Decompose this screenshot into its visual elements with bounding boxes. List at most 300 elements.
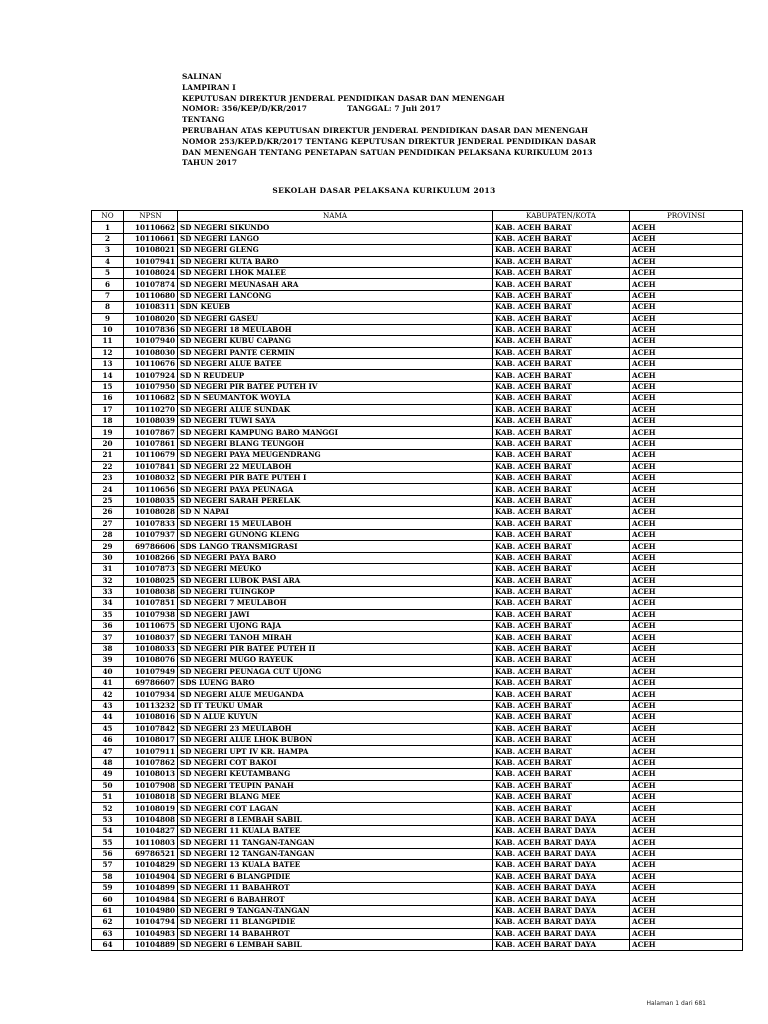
cell-kabupaten: KAB. ACEH BARAT DAYA [493,860,630,871]
cell-provinsi: ACEH [630,313,743,324]
cell-nama: SD NEGERI 8 LEMBAH SABIL [178,814,493,825]
header-line: TAHUN 2017 [182,158,238,168]
cell-no: 63 [92,928,124,939]
cell-nama: SD NEGERI KUBU CAPANG [178,336,493,347]
cell-provinsi: ACEH [630,860,743,871]
table-row [92,871,743,882]
cell-npsn: 10108266 [124,552,178,563]
cell-kabupaten: KAB. ACEH BARAT [493,529,630,540]
cell-nama: SD NEGERI PIR BATEE PUTEH IV [178,381,493,392]
table-row [92,678,743,689]
cell-nama: SD NEGERI 22 MEULABOH [178,461,493,472]
cell-no: 38 [92,643,124,654]
cell-nama: SD NEGERI GLENG [178,245,493,256]
cell-kabupaten: KAB. ACEH BARAT [493,233,630,244]
table-row [92,450,743,461]
cell-no: 53 [92,814,124,825]
table-row [92,279,743,290]
table-row [92,837,743,848]
cell-provinsi: ACEH [630,928,743,939]
table-row [92,621,743,632]
cell-provinsi: ACEH [630,643,743,654]
cell-npsn: 10104904 [124,871,178,882]
table-row [92,267,743,278]
cell-no: 20 [92,438,124,449]
cell-provinsi: ACEH [630,472,743,483]
column-header-no: NO [92,211,124,222]
cell-npsn: 10110803 [124,837,178,848]
cell-no: 23 [92,472,124,483]
cell-nama: SD NEGERI PANTE CERMIN [178,347,493,358]
table-row [92,780,743,791]
cell-npsn: 10108076 [124,655,178,666]
cell-nama: SD N ALUE KUYUN [178,712,493,723]
cell-no: 32 [92,575,124,586]
header-line: TENTANG [182,115,225,125]
cell-npsn: 10107924 [124,370,178,381]
cell-npsn: 10107851 [124,598,178,609]
cell-kabupaten: KAB. ACEH BARAT [493,700,630,711]
cell-provinsi: ACEH [630,894,743,905]
cell-provinsi: ACEH [630,757,743,768]
cell-provinsi: ACEH [630,529,743,540]
cell-provinsi: ACEH [630,712,743,723]
table-row [92,609,743,620]
cell-kabupaten: KAB. ACEH BARAT [493,734,630,745]
table-row [92,666,743,677]
cell-kabupaten: KAB. ACEH BARAT DAYA [493,940,630,951]
cell-nama: SD NEGERI GUNONG KLENG [178,529,493,540]
cell-npsn: 10107941 [124,256,178,267]
cell-kabupaten: KAB. ACEH BARAT [493,347,630,358]
cell-kabupaten: KAB. ACEH BARAT [493,507,630,518]
cell-kabupaten: KAB. ACEH BARAT [493,472,630,483]
cell-no: 54 [92,826,124,837]
cell-nama: SD NEGERI PAYA MEUGENDRANG [178,450,493,461]
cell-provinsi: ACEH [630,564,743,575]
cell-nama: SD NEGERI LANCONG [178,290,493,301]
cell-npsn: 10108025 [124,575,178,586]
cell-nama: SD NEGERI TUWI SAYA [178,416,493,427]
cell-kabupaten: KAB. ACEH BARAT [493,746,630,757]
cell-kabupaten: KAB. ACEH BARAT [493,381,630,392]
cell-provinsi: ACEH [630,552,743,563]
cell-provinsi: ACEH [630,609,743,620]
cell-npsn: 10108030 [124,347,178,358]
table-row [92,689,743,700]
header-line: NOMOR 253/KEP.D/KR/2017 TENTANG KEPUTUSAN DIREKTUR JENDERAL PENDIDIKAN DASAR [182,136,597,146]
table-row [92,381,743,392]
cell-npsn: 10104827 [124,826,178,837]
page-number: Halaman 1 dari 681 [646,1000,706,1007]
cell-nama: SD NEGERI MUGO RAYEUK [178,655,493,666]
table-row [92,507,743,518]
cell-npsn: 69786606 [124,541,178,552]
cell-kabupaten: KAB. ACEH BARAT [493,712,630,723]
cell-no: 44 [92,712,124,723]
cell-nama: SD NEGERI MEUNASAH ARA [178,279,493,290]
table-row [92,769,743,780]
cell-no: 46 [92,734,124,745]
cell-kabupaten: KAB. ACEH BARAT [493,427,630,438]
cell-no: 7 [92,290,124,301]
cell-kabupaten: KAB. ACEH BARAT DAYA [493,826,630,837]
cell-kabupaten: KAB. ACEH BARAT [493,359,630,370]
cell-kabupaten: KAB. ACEH BARAT [493,632,630,643]
cell-provinsi: ACEH [630,438,743,449]
cell-no: 6 [92,279,124,290]
cell-nama: SDN KEUEB [178,302,493,313]
cell-npsn: 10110662 [124,222,178,233]
cell-kabupaten: KAB. ACEH BARAT [493,769,630,780]
cell-nama: SD NEGERI LUBOK PASI ARA [178,575,493,586]
cell-provinsi: ACEH [630,347,743,358]
cell-kabupaten: KAB. ACEH BARAT [493,450,630,461]
cell-nama: SD NEGERI KUTA BARO [178,256,493,267]
cell-kabupaten: KAB. ACEH BARAT [493,324,630,335]
cell-no: 40 [92,666,124,677]
cell-no: 52 [92,803,124,814]
cell-kabupaten: KAB. ACEH BARAT DAYA [493,894,630,905]
cell-kabupaten: KAB. ACEH BARAT DAYA [493,848,630,859]
cell-kabupaten: KAB. ACEH BARAT DAYA [493,917,630,928]
cell-no: 5 [92,267,124,278]
table-row [92,826,743,837]
cell-npsn: 10108020 [124,313,178,324]
cell-no: 33 [92,586,124,597]
header-tanggal: TANGGAL: 7 Juli 2017 [347,104,441,114]
cell-no: 27 [92,518,124,529]
table-row [92,324,743,335]
cell-kabupaten: KAB. ACEH BARAT [493,564,630,575]
cell-no: 48 [92,757,124,768]
cell-no: 39 [92,655,124,666]
cell-kabupaten: KAB. ACEH BARAT DAYA [493,883,630,894]
cell-npsn: 10108311 [124,302,178,313]
cell-kabupaten: KAB. ACEH BARAT [493,267,630,278]
cell-nama: SD NEGERI PIR BATEE PUTEH II [178,643,493,654]
cell-no: 12 [92,347,124,358]
cell-nama: SD N SEUMANTOK WOYLA [178,393,493,404]
cell-npsn: 10107949 [124,666,178,677]
cell-kabupaten: KAB. ACEH BARAT [493,404,630,415]
cell-npsn: 10107861 [124,438,178,449]
table-row [92,632,743,643]
cell-npsn: 10108019 [124,803,178,814]
table-row [92,757,743,768]
cell-no: 16 [92,393,124,404]
cell-provinsi: ACEH [630,723,743,734]
cell-no: 49 [92,769,124,780]
header-line: SALINAN [182,72,222,81]
cell-no: 57 [92,860,124,871]
cell-provinsi: ACEH [630,290,743,301]
cell-kabupaten: KAB. ACEH BARAT DAYA [493,905,630,916]
cell-kabupaten: KAB. ACEH BARAT [493,689,630,700]
cell-provinsi: ACEH [630,359,743,370]
cell-nama: SD NEGERI SARAH PERELAK [178,495,493,506]
cell-nama: SDS LUENG BARO [178,678,493,689]
cell-kabupaten: KAB. ACEH BARAT [493,757,630,768]
cell-provinsi: ACEH [630,734,743,745]
document-header [182,72,622,169]
cell-kabupaten: KAB. ACEH BARAT [493,541,630,552]
cell-npsn: 10108038 [124,586,178,597]
table-row [92,575,743,586]
cell-provinsi: ACEH [630,837,743,848]
cell-provinsi: ACEH [630,814,743,825]
table-row [92,905,743,916]
cell-no: 36 [92,621,124,632]
cell-provinsi: ACEH [630,495,743,506]
cell-no: 30 [92,552,124,563]
cell-npsn: 10108028 [124,507,178,518]
table-row [92,552,743,563]
table-row [92,461,743,472]
cell-nama: SD NEGERI 11 BLANGPIDIE [178,917,493,928]
cell-npsn: 10104980 [124,905,178,916]
header-nomor: NOMOR: 356/KEP/D/KR/2017 [182,104,308,114]
cell-provinsi: ACEH [630,700,743,711]
cell-provinsi: ACEH [630,381,743,392]
cell-no: 8 [92,302,124,313]
cell-no: 13 [92,359,124,370]
cell-no: 15 [92,381,124,392]
table-row [92,883,743,894]
cell-kabupaten: KAB. ACEH BARAT [493,416,630,427]
table-row [92,712,743,723]
table-row [92,484,743,495]
cell-no: 41 [92,678,124,689]
cell-npsn: 10108037 [124,632,178,643]
cell-no: 3 [92,245,124,256]
table-row [92,928,743,939]
table-row [92,643,743,654]
table-row [92,370,743,381]
cell-provinsi: ACEH [630,302,743,313]
cell-kabupaten: KAB. ACEH BARAT [493,621,630,632]
table-row [92,302,743,313]
cell-nama: SD NEGERI SIKUNDO [178,222,493,233]
cell-nama: SD NEGERI PAYA PEUNAGA [178,484,493,495]
cell-kabupaten: KAB. ACEH BARAT [493,313,630,324]
cell-provinsi: ACEH [630,245,743,256]
cell-kabupaten: KAB. ACEH BARAT [493,438,630,449]
cell-nama: SD NEGERI BLANG TEUNGOH [178,438,493,449]
cell-npsn: 10108016 [124,712,178,723]
cell-provinsi: ACEH [630,233,743,244]
cell-nama: SD NEGERI PEUNAGA CUT UJONG [178,666,493,677]
cell-no: 31 [92,564,124,575]
cell-kabupaten: KAB. ACEH BARAT DAYA [493,928,630,939]
cell-kabupaten: KAB. ACEH BARAT [493,279,630,290]
cell-no: 11 [92,336,124,347]
table-row [92,917,743,928]
cell-provinsi: ACEH [630,621,743,632]
table-body [92,222,743,951]
cell-provinsi: ACEH [630,632,743,643]
cell-kabupaten: KAB. ACEH BARAT [493,552,630,563]
cell-nama: SD NEGERI 9 TANGAN-TANGAN [178,905,493,916]
cell-npsn: 10104808 [124,814,178,825]
cell-provinsi: ACEH [630,256,743,267]
cell-provinsi: ACEH [630,427,743,438]
cell-no: 14 [92,370,124,381]
table-row [92,848,743,859]
cell-nama: SD NEGERI PAYA BARO [178,552,493,563]
cell-kabupaten: KAB. ACEH BARAT [493,586,630,597]
cell-kabupaten: KAB. ACEH BARAT [493,723,630,734]
cell-npsn: 10107867 [124,427,178,438]
table-row [92,336,743,347]
cell-provinsi: ACEH [630,336,743,347]
cell-npsn: 10104983 [124,928,178,939]
cell-npsn: 10107938 [124,609,178,620]
cell-no: 35 [92,609,124,620]
cell-no: 26 [92,507,124,518]
table-row [92,518,743,529]
cell-no: 42 [92,689,124,700]
cell-nama: SD NEGERI ALUE MEUGANDA [178,689,493,700]
cell-no: 56 [92,848,124,859]
cell-no: 43 [92,700,124,711]
table-row [92,256,743,267]
cell-npsn: 10107940 [124,336,178,347]
cell-no: 19 [92,427,124,438]
cell-nama: SD NEGERI TUINGKOP [178,586,493,597]
table-row [92,393,743,404]
cell-kabupaten: KAB. ACEH BARAT [493,575,630,586]
cell-npsn: 10107908 [124,780,178,791]
cell-provinsi: ACEH [630,917,743,928]
school-table [91,210,743,951]
cell-no: 2 [92,233,124,244]
cell-npsn: 10110661 [124,233,178,244]
cell-no: 61 [92,905,124,916]
table-row [92,860,743,871]
cell-provinsi: ACEH [630,222,743,233]
cell-npsn: 10110656 [124,484,178,495]
cell-no: 58 [92,871,124,882]
cell-no: 64 [92,940,124,951]
cell-nama: SD N NAPAI [178,507,493,518]
cell-provinsi: ACEH [630,370,743,381]
cell-nama: SD NEGERI 15 MEULABOH [178,518,493,529]
cell-provinsi: ACEH [630,848,743,859]
cell-npsn: 10107833 [124,518,178,529]
cell-no: 24 [92,484,124,495]
cell-npsn: 10104984 [124,894,178,905]
cell-provinsi: ACEH [630,689,743,700]
table-row [92,290,743,301]
cell-npsn: 10107874 [124,279,178,290]
cell-npsn: 10108032 [124,472,178,483]
cell-npsn: 10108033 [124,643,178,654]
header-line: PERUBAHAN ATAS KEPUTUSAN DIREKTUR JENDERAL PENDIDIKAN DASAR DAN MENENGAH [182,125,589,135]
cell-npsn: 10108039 [124,416,178,427]
header-nomor-line [182,104,622,115]
cell-nama: SD NEGERI TEUPIN PANAH [178,780,493,791]
cell-nama: SD NEGERI 6 BABAHROT [178,894,493,905]
cell-no: 45 [92,723,124,734]
cell-npsn: 10110676 [124,359,178,370]
cell-no: 10 [92,324,124,335]
cell-provinsi: ACEH [630,507,743,518]
cell-kabupaten: KAB. ACEH BARAT [493,666,630,677]
table-header-row [92,211,743,222]
cell-npsn: 10107873 [124,564,178,575]
cell-nama: SD NEGERI ALUE BATEE [178,359,493,370]
cell-nama: SD N REUDEUP [178,370,493,381]
cell-kabupaten: KAB. ACEH BARAT [493,518,630,529]
table-row [92,814,743,825]
cell-provinsi: ACEH [630,769,743,780]
cell-no: 22 [92,461,124,472]
cell-kabupaten: KAB. ACEH BARAT [493,643,630,654]
cell-kabupaten: KAB. ACEH BARAT [493,290,630,301]
cell-npsn: 10113232 [124,700,178,711]
cell-no: 34 [92,598,124,609]
cell-provinsi: ACEH [630,279,743,290]
cell-nama: SD NEGERI 14 BABAHROT [178,928,493,939]
cell-nama: SD NEGERI 6 BLANGPIDIE [178,871,493,882]
table-row [92,791,743,802]
cell-provinsi: ACEH [630,746,743,757]
cell-nama: SD NEGERI KAMPUNG BARO MANGGI [178,427,493,438]
header-line: DAN MENENGAH TENTANG PENETAPAN SATUAN PENDIDIKAN PELAKSANA KURIKULUM 2013 [182,147,593,157]
table-row [92,746,743,757]
cell-nama: SD NEGERI PIR BATE PUTEH I [178,472,493,483]
cell-nama: SD NEGERI TANOH MIRAH [178,632,493,643]
cell-no: 37 [92,632,124,643]
cell-nama: SD NEGERI 12 TANGAN-TANGAN [178,848,493,859]
cell-npsn: 10107937 [124,529,178,540]
cell-no: 62 [92,917,124,928]
cell-nama: SD NEGERI 18 MEULABOH [178,324,493,335]
cell-nama: SD NEGERI 23 MEULABOH [178,723,493,734]
cell-no: 21 [92,450,124,461]
cell-npsn: 10110680 [124,290,178,301]
cell-npsn: 10110675 [124,621,178,632]
cell-kabupaten: KAB. ACEH BARAT [493,609,630,620]
table-row [92,359,743,370]
cell-kabupaten: KAB. ACEH BARAT [493,495,630,506]
cell-nama: SD NEGERI ALUE LHOK BUBON [178,734,493,745]
cell-npsn: 10108017 [124,734,178,745]
cell-nama: SD NEGERI COT LAGAN [178,803,493,814]
table-row [92,472,743,483]
cell-provinsi: ACEH [630,416,743,427]
table-row [92,438,743,449]
cell-provinsi: ACEH [630,484,743,495]
cell-no: 55 [92,837,124,848]
cell-no: 17 [92,404,124,415]
table-row [92,233,743,244]
table-row [92,222,743,233]
column-header-nama: NAMA [178,211,493,222]
cell-nama: SD NEGERI 7 MEULABOH [178,598,493,609]
cell-kabupaten: KAB. ACEH BARAT [493,461,630,472]
cell-npsn: 10110270 [124,404,178,415]
cell-nama: SD NEGERI UJONG RAJA [178,621,493,632]
cell-kabupaten: KAB. ACEH BARAT [493,484,630,495]
cell-kabupaten: KAB. ACEH BARAT [493,222,630,233]
cell-kabupaten: KAB. ACEH BARAT [493,256,630,267]
cell-npsn: 10107950 [124,381,178,392]
cell-npsn: 10107836 [124,324,178,335]
table-row [92,700,743,711]
cell-provinsi: ACEH [630,541,743,552]
